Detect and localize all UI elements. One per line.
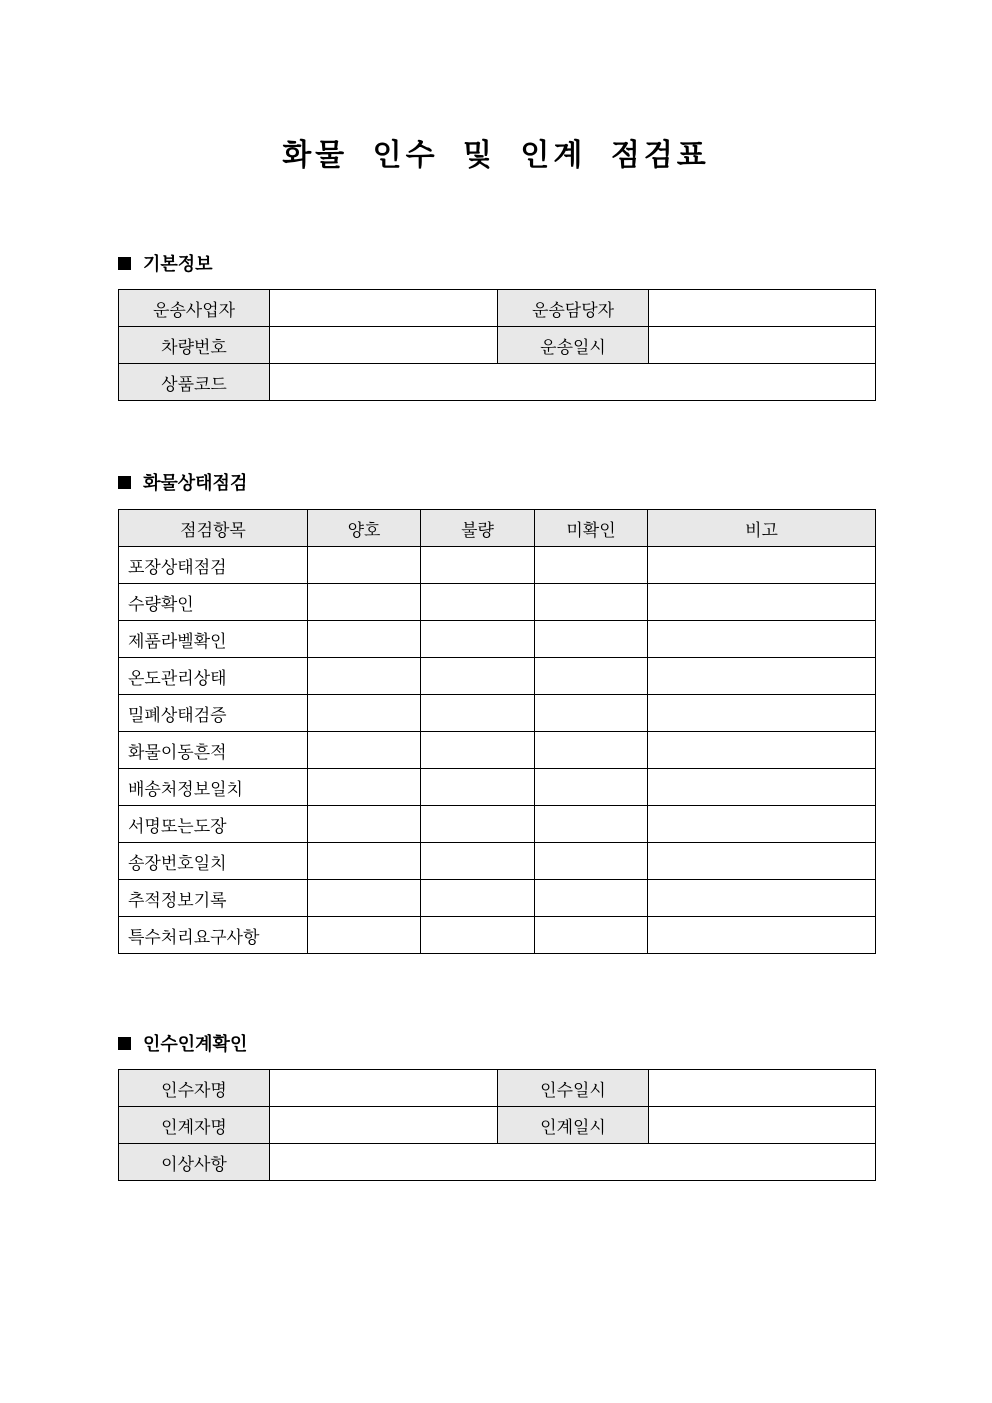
inspection-item-label: 배송처정보일치	[119, 769, 308, 806]
label-product-code: 상품코드	[119, 364, 270, 401]
vehicle-no-field[interactable]	[270, 327, 498, 364]
remarks-cell[interactable]	[648, 658, 876, 695]
label-transport-datetime: 운송일시	[498, 327, 649, 364]
good-cell[interactable]	[308, 621, 421, 658]
table-row	[119, 695, 876, 732]
transport-datetime-field[interactable]	[649, 327, 876, 364]
inspection-item-label: 온도관리상태	[119, 658, 308, 695]
table-header-row	[119, 510, 876, 547]
label-give-datetime: 인계일시	[498, 1107, 649, 1144]
unchecked-cell[interactable]	[535, 917, 648, 954]
column-header-good: 양호	[308, 510, 421, 547]
remarks-cell[interactable]	[648, 584, 876, 621]
bad-cell[interactable]	[421, 584, 535, 621]
remarks-cell[interactable]	[648, 769, 876, 806]
give-datetime-field[interactable]	[649, 1107, 876, 1144]
inspection-item-label: 송장번호일치	[119, 843, 308, 880]
inspection-item-label: 추적정보기록	[119, 880, 308, 917]
good-cell[interactable]	[308, 880, 421, 917]
good-cell[interactable]	[308, 584, 421, 621]
bad-cell[interactable]	[421, 732, 535, 769]
section-heading-handover	[118, 1032, 247, 1058]
giver-name-field[interactable]	[270, 1107, 498, 1144]
handover-table	[118, 1069, 876, 1181]
remarks-cell[interactable]	[648, 695, 876, 732]
square-bullet-icon	[118, 1037, 131, 1050]
good-cell[interactable]	[308, 917, 421, 954]
label-receiver-name: 인수자명	[119, 1070, 270, 1107]
table-row	[119, 1070, 876, 1107]
good-cell[interactable]	[308, 547, 421, 584]
inspection-item-label: 포장상태점검	[119, 547, 308, 584]
unchecked-cell[interactable]	[535, 732, 648, 769]
table-row	[119, 327, 876, 364]
good-cell[interactable]	[308, 806, 421, 843]
good-cell[interactable]	[308, 769, 421, 806]
table-row	[119, 843, 876, 880]
bad-cell[interactable]	[421, 621, 535, 658]
bad-cell[interactable]	[421, 695, 535, 732]
unchecked-cell[interactable]	[535, 584, 648, 621]
unchecked-cell[interactable]	[535, 547, 648, 584]
table-row	[119, 806, 876, 843]
table-row	[119, 917, 876, 954]
bad-cell[interactable]	[421, 843, 535, 880]
table-row	[119, 732, 876, 769]
good-cell[interactable]	[308, 658, 421, 695]
good-cell[interactable]	[308, 695, 421, 732]
table-row	[119, 584, 876, 621]
remarks-cell[interactable]	[648, 547, 876, 584]
label-vehicle-no: 차량번호	[119, 327, 270, 364]
unchecked-cell[interactable]	[535, 769, 648, 806]
section-heading-inspection	[118, 471, 247, 497]
remarks-cell[interactable]	[648, 843, 876, 880]
inspection-table	[118, 509, 876, 954]
column-header-unchecked: 미확인	[535, 510, 648, 547]
unchecked-cell[interactable]	[535, 658, 648, 695]
product-code-field[interactable]	[270, 364, 876, 401]
table-row	[119, 880, 876, 917]
remarks-cell[interactable]	[648, 621, 876, 658]
unchecked-cell[interactable]	[535, 695, 648, 732]
bad-cell[interactable]	[421, 547, 535, 584]
good-cell[interactable]	[308, 843, 421, 880]
section-heading-basic	[118, 252, 213, 278]
unchecked-cell[interactable]	[535, 806, 648, 843]
square-bullet-icon	[118, 257, 131, 270]
remarks-cell[interactable]	[648, 880, 876, 917]
manager-field[interactable]	[649, 290, 876, 327]
remarks-cell[interactable]	[648, 732, 876, 769]
table-row	[119, 1107, 876, 1144]
remarks-field[interactable]	[270, 1144, 876, 1181]
section-heading-basic-text: 기본정보	[143, 254, 213, 275]
inspection-item-label: 수량확인	[119, 584, 308, 621]
inspection-item-label: 화물이동흔적	[119, 732, 308, 769]
receiver-name-field[interactable]	[270, 1070, 498, 1107]
unchecked-cell[interactable]	[535, 621, 648, 658]
basic-info-table	[118, 289, 876, 401]
table-row	[119, 621, 876, 658]
inspection-item-label: 밀폐상태검증	[119, 695, 308, 732]
bad-cell[interactable]	[421, 917, 535, 954]
inspection-item-label: 제품라벨확인	[119, 621, 308, 658]
table-row	[119, 364, 876, 401]
remarks-cell[interactable]	[648, 806, 876, 843]
section-heading-handover-text: 인수인계확인	[143, 1034, 248, 1055]
label-remarks: 이상사항	[119, 1144, 270, 1181]
bad-cell[interactable]	[421, 769, 535, 806]
label-manager: 운송담당자	[498, 290, 649, 327]
label-carrier: 운송사업자	[119, 290, 270, 327]
inspection-item-label: 서명또는도장	[119, 806, 308, 843]
table-row	[119, 290, 876, 327]
inspection-item-label: 특수처리요구사항	[119, 917, 308, 954]
remarks-cell[interactable]	[648, 917, 876, 954]
table-row	[119, 1144, 876, 1181]
table-row	[119, 769, 876, 806]
column-header-bad: 불량	[421, 510, 535, 547]
document-title: 화물 인수 및 인계 점검표	[282, 138, 710, 173]
column-header-remarks: 비고	[648, 510, 876, 547]
table-row	[119, 547, 876, 584]
section-heading-inspection-text: 화물상태점검	[143, 473, 248, 494]
receive-datetime-field[interactable]	[649, 1070, 876, 1107]
unchecked-cell[interactable]	[535, 880, 648, 917]
square-bullet-icon	[118, 476, 131, 489]
label-receive-datetime: 인수일시	[498, 1070, 649, 1107]
column-header-item: 점검항목	[119, 510, 308, 547]
bad-cell[interactable]	[421, 806, 535, 843]
table-row	[119, 658, 876, 695]
bad-cell[interactable]	[421, 880, 535, 917]
good-cell[interactable]	[308, 732, 421, 769]
unchecked-cell[interactable]	[535, 843, 648, 880]
carrier-field[interactable]	[270, 290, 498, 327]
label-giver-name: 인계자명	[119, 1107, 270, 1144]
bad-cell[interactable]	[421, 658, 535, 695]
